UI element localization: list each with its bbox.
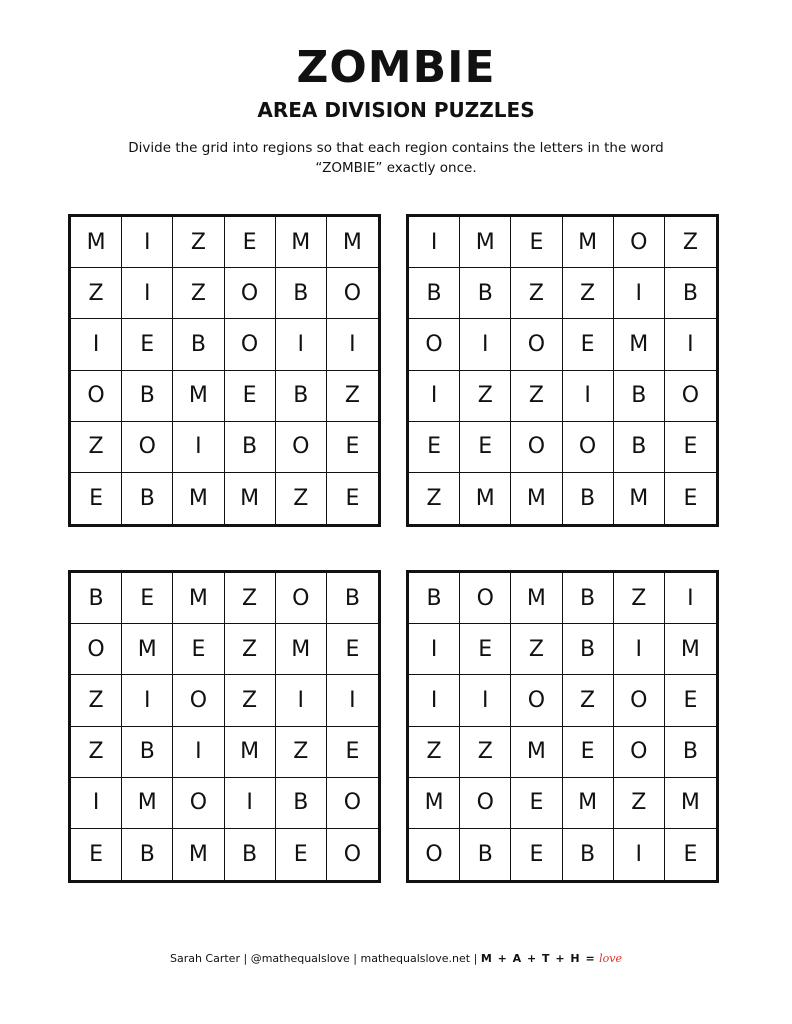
grid-cell: M [614,473,665,524]
grid-cell: B [563,473,614,524]
grid-cell: Z [614,573,665,624]
puzzle-grid-2 [406,214,719,527]
grid-cell: Z [225,573,276,624]
puzzle-grid-1 [68,214,381,527]
grid-cell: B [563,624,614,675]
grid-cell: Z [276,473,327,524]
grid-cell: O [225,268,276,319]
grid-cell: M [511,573,562,624]
grid-cell: M [173,473,224,524]
grid-cell: Z [460,371,511,422]
grid-cell: Z [173,217,224,268]
grid-cell: O [460,573,511,624]
grid-cell: M [276,624,327,675]
grid-cell: E [460,422,511,473]
grid-cell: Z [511,624,562,675]
grid-cell: O [614,217,665,268]
grid-cell: B [173,319,224,370]
grid-cell: O [614,675,665,726]
grid-cell: E [563,319,614,370]
instructions-text: Divide the grid into regions so that each region contains the letters in the word “ZOMBIE” exactly once. [128,140,664,176]
grid-cell: B [225,829,276,880]
grid-cell: I [614,268,665,319]
grid-cell: E [563,727,614,778]
grid-cell: I [460,319,511,370]
grid-cell: O [173,778,224,829]
grid-cell: I [71,319,122,370]
grid-cell: B [276,371,327,422]
grid-cell: Z [71,727,122,778]
grid-cell: M [563,778,614,829]
grid-cell: B [614,371,665,422]
footer-brand-logo: M + A + T + H = [480,952,596,965]
grid-cell: I [563,371,614,422]
footer [0,951,792,967]
grid-cell: E [71,473,122,524]
grid-cell: I [327,675,378,726]
grid-cell: O [276,422,327,473]
grid-cell: B [71,573,122,624]
grid-cell: B [225,422,276,473]
puzzle-grid-3 [68,570,381,883]
grid-cell: Z [225,675,276,726]
grid-cell: M [122,778,173,829]
grid-cell: B [563,573,614,624]
grid-cell: O [409,829,460,880]
grid-cell: O [71,371,122,422]
grid-cell: I [460,675,511,726]
page-title: ZOMBIE [296,42,496,93]
grid-cell: E [511,829,562,880]
grid-cell: I [122,675,173,726]
grid-cell: E [345,485,360,511]
grid-cell: E [665,675,716,726]
grid-cell: O [276,573,327,624]
grid-cell: O [225,319,276,370]
grid-cell: B [563,829,614,880]
grid-cell: B [276,268,327,319]
grid-cell: Z [173,268,224,319]
grid-cell: Z [665,217,716,268]
grid-cell: I [614,624,665,675]
grid-cell: E [511,778,562,829]
grid-cell: I [409,371,460,422]
grid-cell: B [665,727,716,778]
grid-cell: M [665,624,716,675]
grid-cell: I [276,319,327,370]
grid-cell: Z [563,675,614,726]
grid-cell: O [122,422,173,473]
grid-cell: O [511,422,562,473]
grid-cell: I [665,573,716,624]
grid-cell: O [71,624,122,675]
grid-cell: Z [71,675,122,726]
grid-cell: M [327,217,378,268]
grid-cell: O [665,371,716,422]
grid-cell: M [173,573,224,624]
grid-cell: E [327,624,378,675]
grid-cell: O [173,675,224,726]
grid-cell: Z [409,473,460,524]
grid-cell: I [122,217,173,268]
grid-cell: B [665,268,716,319]
footer-website[interactable]: mathequalslove.net [360,952,471,965]
grid-cell: I [276,675,327,726]
footer-separator: | [353,952,357,965]
grid-cell: E [683,841,698,867]
grid-cell: M [276,217,327,268]
page-subtitle: AREA DIVISION PUZZLES [257,98,535,122]
grid-cell: I [409,675,460,726]
grid-cell: M [614,319,665,370]
grid-cell: M [511,727,562,778]
grid-cell: B [460,829,511,880]
grid-cell: B [409,573,460,624]
grid-cell: Z [460,727,511,778]
grid-cell: Z [71,268,122,319]
grid-cell: E [276,829,327,880]
grid-cell: I [409,624,460,675]
grid-cell: O [327,268,378,319]
grid-cell: B [122,727,173,778]
grid-cell: I [122,268,173,319]
grid-cell: E [327,422,378,473]
grid-cell: B [122,829,173,880]
grid-cell: O [511,675,562,726]
footer-author: Sarah Carter [169,952,240,965]
grid-cell: M [225,473,276,524]
grid-cell: E [665,422,716,473]
grid-cell: E [460,624,511,675]
grid-cell: O [511,319,562,370]
grid-cell: B [327,573,378,624]
grid-cell: E [71,829,122,880]
grid-cell: Z [276,727,327,778]
grid-cell: I [327,319,378,370]
grid-cell: O [563,422,614,473]
grid-cell: O [614,727,665,778]
grid-cell: M [563,217,614,268]
grid-cell: E [409,422,460,473]
grid-cell: M [460,217,511,268]
grid-cell: O [327,778,378,829]
grid-cell: I [614,829,665,880]
grid-cell: Z [511,371,562,422]
grid-cell: E [225,217,276,268]
grid-cell: O [343,841,362,867]
grid-cell: B [122,473,173,524]
grid-cell: Z [71,422,122,473]
grid-cell: I [225,778,276,829]
grid-cell: E [511,217,562,268]
grid-cell: M [173,371,224,422]
grid-cell: B [276,778,327,829]
grid-cell: M [122,624,173,675]
grid-cell: B [460,268,511,319]
grid-cell: M [173,829,224,880]
grid-cell: O [460,778,511,829]
grid-cell: E [173,624,224,675]
grid-cell: Z [614,778,665,829]
grid-cell: I [409,217,460,268]
footer-separator: | [243,952,248,965]
grid-cell: M [665,778,716,829]
grid-cell: O [409,319,460,370]
footer-separator: | [473,952,478,965]
grid-cell: M [409,778,460,829]
grid-cell: M [511,473,562,524]
footer-brand-love: love [599,952,623,965]
grid-cell: E [225,371,276,422]
grid-cell: I [173,727,224,778]
grid-cell: B [122,371,173,422]
grid-cell: Z [409,727,460,778]
grid-cell: I [665,319,716,370]
grid-cell: E [122,573,173,624]
grid-cell: E [327,727,378,778]
grid-cell: M [460,473,511,524]
grid-cell: I [173,422,224,473]
grid-cell: Z [511,268,562,319]
grid-cell: M [225,727,276,778]
puzzle-grid-4 [406,570,719,883]
grid-cell: B [409,268,460,319]
grid-cell: I [71,778,122,829]
grid-cell: Z [563,268,614,319]
grid-cell: E [122,319,173,370]
footer-handle: @mathequalslove [250,952,350,965]
grid-cell: B [614,422,665,473]
grid-cell: Z [225,624,276,675]
grid-cell: M [71,217,122,268]
grid-cell: Z [327,371,378,422]
grid-cell: E [683,485,698,511]
